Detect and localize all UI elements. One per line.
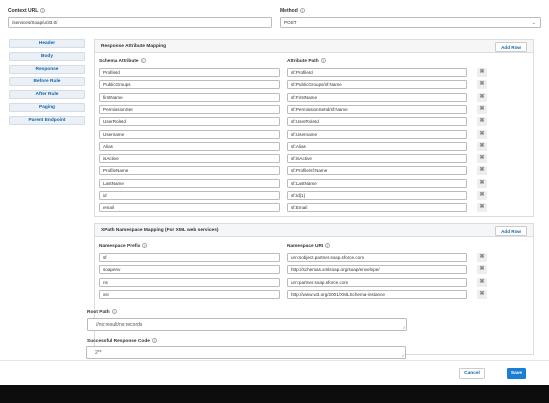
root-path-input[interactable]: //ns:result/ns:records ∕∕ bbox=[87, 318, 407, 331]
delete-icon[interactable]: ✖ bbox=[477, 253, 487, 262]
path-input[interactable]: sf:PermissionSetId/sf:Name bbox=[287, 105, 467, 114]
cancel-button[interactable]: Cancel bbox=[459, 368, 485, 379]
delete-icon[interactable]: ✖ bbox=[477, 154, 487, 163]
table-row bbox=[95, 117, 533, 126]
schema-input[interactable]: email bbox=[99, 203, 280, 212]
delete-icon[interactable]: ✖ bbox=[477, 166, 487, 175]
response-attribute-mapping-panel bbox=[94, 39, 534, 217]
table-row bbox=[95, 203, 533, 212]
uri-input[interactable]: urn:partner.soap.sforce.com bbox=[287, 278, 467, 287]
schema-input[interactable]: Username bbox=[99, 130, 280, 139]
path-input[interactable]: sf:Username bbox=[287, 130, 467, 139]
delete-icon[interactable]: ✖ bbox=[477, 80, 487, 89]
delete-icon[interactable]: ✖ bbox=[477, 105, 487, 114]
schema-input[interactable]: PublicGroups bbox=[99, 80, 280, 89]
sidebar-item-before-rule[interactable]: Before Rule bbox=[9, 77, 85, 86]
info-icon[interactable]: i bbox=[112, 309, 117, 314]
table-row bbox=[95, 142, 533, 151]
context-url-input[interactable]: /services/Soap/u/33.0/ bbox=[8, 17, 272, 28]
delete-icon[interactable]: ✖ bbox=[477, 117, 487, 126]
delete-icon[interactable]: ✖ bbox=[477, 68, 487, 77]
table-row bbox=[95, 130, 533, 139]
path-input[interactable]: sf:Profile/sf:Name bbox=[287, 166, 467, 175]
path-input[interactable]: sf:LastName bbox=[287, 179, 467, 188]
sidebar-item-after-rule[interactable]: After Rule bbox=[9, 90, 85, 99]
uri-input[interactable]: urn:sobject.partner.soap.sforce.com bbox=[287, 253, 467, 262]
delete-icon[interactable]: ✖ bbox=[477, 93, 487, 102]
method-label: Method i bbox=[280, 8, 305, 14]
path-input[interactable]: sf:Id[1] bbox=[287, 191, 467, 200]
path-input[interactable]: sf:PublicGroups/sf:Name bbox=[287, 80, 467, 89]
table-row bbox=[95, 93, 533, 102]
table-row bbox=[95, 265, 533, 274]
prefix-input[interactable]: sf bbox=[99, 253, 280, 262]
xpath-namespace-mapping-panel bbox=[87, 223, 534, 355]
schema-input[interactable]: ProfileId bbox=[99, 68, 280, 77]
table-row bbox=[95, 179, 533, 188]
table-row bbox=[95, 278, 533, 287]
schema-input[interactable]: LastName bbox=[99, 179, 280, 188]
prefix-input[interactable]: soapenv bbox=[99, 265, 280, 274]
delete-icon[interactable]: ✖ bbox=[477, 290, 487, 299]
table-row bbox=[95, 166, 533, 175]
panel-header bbox=[95, 40, 533, 53]
delete-icon[interactable]: ✖ bbox=[477, 191, 487, 200]
save-button[interactable]: Save bbox=[507, 368, 526, 379]
path-input[interactable]: sf:ProfileId bbox=[287, 68, 467, 77]
path-input[interactable]: sf:IsActive bbox=[287, 154, 467, 163]
table-row bbox=[95, 154, 533, 163]
table-row bbox=[95, 253, 533, 262]
delete-icon[interactable]: ✖ bbox=[477, 278, 487, 287]
context-url-label: Context URL i bbox=[8, 8, 45, 14]
sidebar-item-paging[interactable]: Paging bbox=[9, 103, 85, 112]
add-row-button[interactable]: Add Row bbox=[495, 42, 527, 52]
schema-input[interactable]: UserRoleId bbox=[99, 117, 280, 126]
table-row bbox=[95, 80, 533, 89]
panel-title: Response Attribute Mapping bbox=[101, 44, 167, 49]
sidebar-item-parent-endpoint[interactable]: Parent Endpoint bbox=[9, 116, 85, 125]
path-input[interactable]: sf:FirstName bbox=[287, 93, 467, 102]
schema-input[interactable]: isActive bbox=[99, 154, 280, 163]
delete-icon[interactable]: ✖ bbox=[477, 203, 487, 212]
prefix-input[interactable]: ns bbox=[99, 278, 280, 287]
table-row bbox=[95, 191, 533, 200]
schema-input[interactable]: PermissionSet bbox=[99, 105, 280, 114]
schema-input[interactable]: Alias bbox=[99, 142, 280, 151]
bottom-bar bbox=[0, 385, 549, 403]
resize-grip-icon[interactable]: ∕∕ bbox=[402, 352, 404, 358]
schema-input[interactable]: ProfileName bbox=[99, 166, 280, 175]
table-row bbox=[95, 290, 533, 299]
delete-icon[interactable]: ✖ bbox=[477, 179, 487, 188]
panel-title: XPath Namespace Mapping (For XML web services) bbox=[101, 228, 219, 233]
chevron-down-icon: ⌄ bbox=[531, 20, 536, 26]
sidebar-item-header[interactable]: Header bbox=[9, 39, 85, 48]
sidebar-nav bbox=[9, 39, 85, 129]
success-code-label: Successful Response Code i bbox=[87, 338, 157, 344]
method-select[interactable]: POST ⌄ bbox=[280, 17, 541, 28]
info-icon[interactable]: i bbox=[152, 338, 157, 343]
footer-actions bbox=[0, 360, 549, 384]
table-row bbox=[95, 68, 533, 77]
panel-header bbox=[95, 224, 533, 237]
info-icon[interactable]: i bbox=[300, 8, 305, 13]
info-icon[interactable]: i bbox=[325, 243, 330, 248]
connection-settings bbox=[8, 8, 541, 32]
prefix-input[interactable]: xsi bbox=[99, 290, 280, 299]
sidebar-item-response[interactable]: Response bbox=[9, 65, 85, 74]
namespace-prefix-header: Namespace Prefix i bbox=[99, 243, 147, 249]
schema-attribute-header: Schema Attribute i bbox=[99, 58, 146, 64]
attribute-path-header: Attribute Path i bbox=[287, 58, 326, 64]
path-input[interactable]: sf:UserRoleId bbox=[287, 117, 467, 126]
schema-input[interactable]: firstName bbox=[99, 93, 280, 102]
uri-input[interactable]: http://www.w3.org/2001/XMLSchema-instance bbox=[287, 290, 467, 299]
sidebar-item-body[interactable]: Body bbox=[9, 52, 85, 61]
success-code-input[interactable]: 2** ∕∕ bbox=[86, 346, 406, 359]
delete-icon[interactable]: ✖ bbox=[477, 142, 487, 151]
table-row bbox=[95, 105, 533, 114]
add-row-button[interactable]: Add Row bbox=[495, 226, 527, 236]
resize-grip-icon[interactable]: ∕∕ bbox=[403, 324, 405, 330]
path-input[interactable]: sf:Email bbox=[287, 203, 467, 212]
delete-icon[interactable]: ✖ bbox=[477, 130, 487, 139]
delete-icon[interactable]: ✖ bbox=[477, 265, 487, 274]
namespace-uri-header: Namespace URI i bbox=[287, 243, 330, 249]
uri-input[interactable]: http://schemas.xmlsoap.org/soap/envelope/ bbox=[287, 265, 467, 274]
info-icon[interactable]: i bbox=[40, 8, 45, 13]
info-icon[interactable]: i bbox=[141, 58, 146, 63]
path-input[interactable]: sf:Alias bbox=[287, 142, 467, 151]
root-path-label: Root Path i bbox=[87, 309, 117, 315]
schema-input[interactable]: id bbox=[99, 191, 280, 200]
info-icon[interactable]: i bbox=[142, 243, 147, 248]
info-icon[interactable]: i bbox=[321, 58, 326, 63]
